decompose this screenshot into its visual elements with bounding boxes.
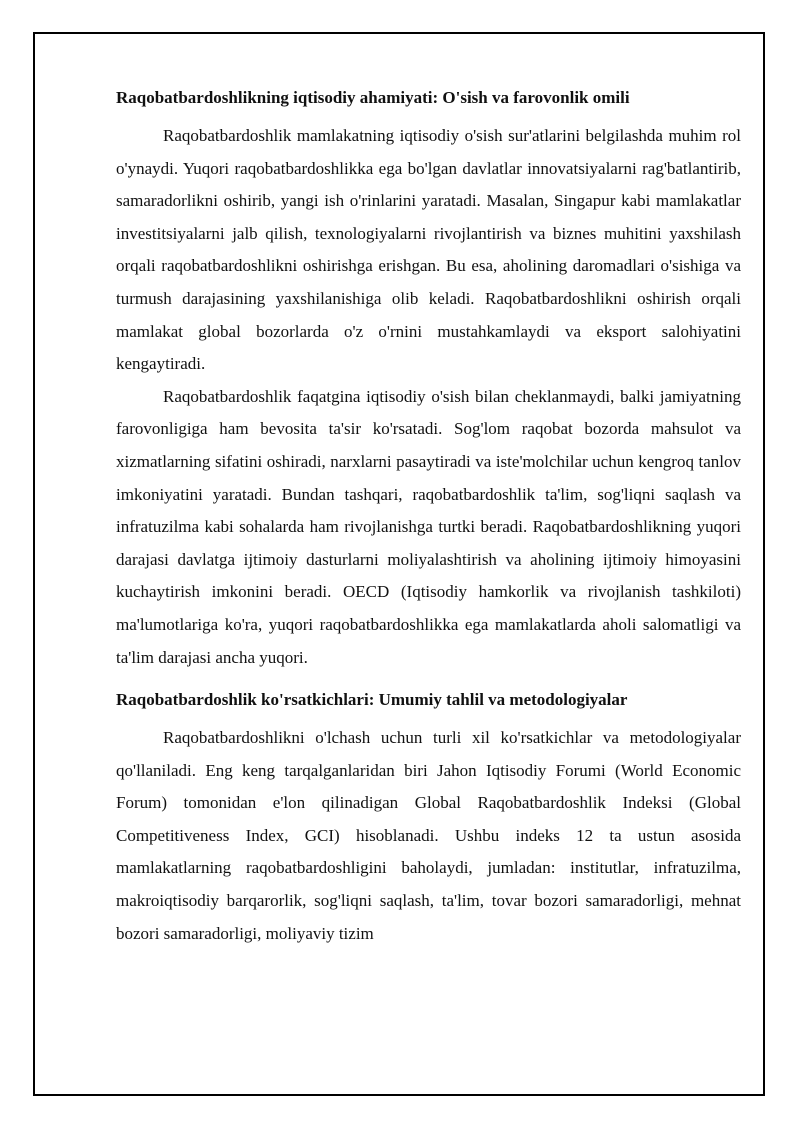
section-heading-indicators: Raqobatbardoshlik ko'rsatkichlari: Umumiy tahlil va metodologiyalar <box>116 690 628 710</box>
paragraph-social-welfare: Raqobatbardoshlik faqatgina iqtisodiy o'sish bilan cheklanmaydi, balki jamiyatning farovonligiga ham bevosita ta'sir ko'rsatadi. Sog'lom raqobat bozorda mahsulot va xizmatlarning sifatini oshiradi, narxlarni pasaytiradi va iste'molchilar uchun kengroq tanlov imkoniyatini yaratadi. Bundan tashqari, raqobatbardoshlik ta'lim, sog'liqni saqlash va infratuzilma kabi sohalarda ham rivojlanishga turtki beradi. Raqobatbardoshlikning yuqori darajasi davlatga ijtimoiy dasturlarni moliyalashtirish va aholining ijtimoiy himoyasini kuchaytirish imkonini beradi. OECD (Iqtisodiy hamkorlik va rivojlanish tashkiloti) ma'lumotlariga ko'ra, yuqori raqobatbardoshlikka ega mamlakatlarda aholi salomatligi va ta'lim darajasi ancha yuqori. <box>116 386 741 667</box>
document-body <box>116 86 741 950</box>
paragraph-measurement-methodologies: Raqobatbardoshlikni o'lchash uchun turli xil ko'rsatkichlar va metodologiyalar qo'llaniladi. Eng keng tarqalganlaridan biri Jahon Iqtisodiy Forumi (World Economic Forum) tomonidan e'lon qilinadigan Global Raqobatbardoshlik Indeksi (Global Competitiveness Index, GCI) hisoblanadi. Ushbu indeks 12 ta ustun asosida mamlakatlarning raqobatbardoshligini baholaydi, jumladan: institutlar, infratuzilma, makroiqtisodiy barqarorlik, sog'liqni saqlash, ta'lim, tovar bozori samaradorligi, mehnat bozori samaradorligi, moliyaviy tizim <box>116 728 741 943</box>
section-heading-economic-importance: Raqobatbardoshlikning iqtisodiy ahamiyati: O'sish va farovonlik omili <box>116 88 630 107</box>
paragraph-economic-growth: Raqobatbardoshlik mamlakatning iqtisodiy o'sish sur'atlarini belgilashda muhim rol o'ynaydi. Yuqori raqobatbardoshlikka ega bo'lgan davlatlar innovatsiyalarni rag'batlantirib, samaradorlikni oshirib, yangi ish o'rinlarini yaratadi. Masalan, Singapur kabi mamlakatlar investitsiyalarni jalb qilish, texnologiyalarni rivojlantirish va biznes muhitini yaxshilash orqali raqobatbardoshlikni oshirishga erishgan. Bu esa, aholining daromadlari o'sishiga va turmush darajasining yaxshilanishiga olib keladi. Raqobatbardoshlikni oshirish orqali mamlakat global bozorlarda o'z o'rnini mustahkamlaydi va eksport salohiyatini kengaytiradi. <box>116 126 741 374</box>
